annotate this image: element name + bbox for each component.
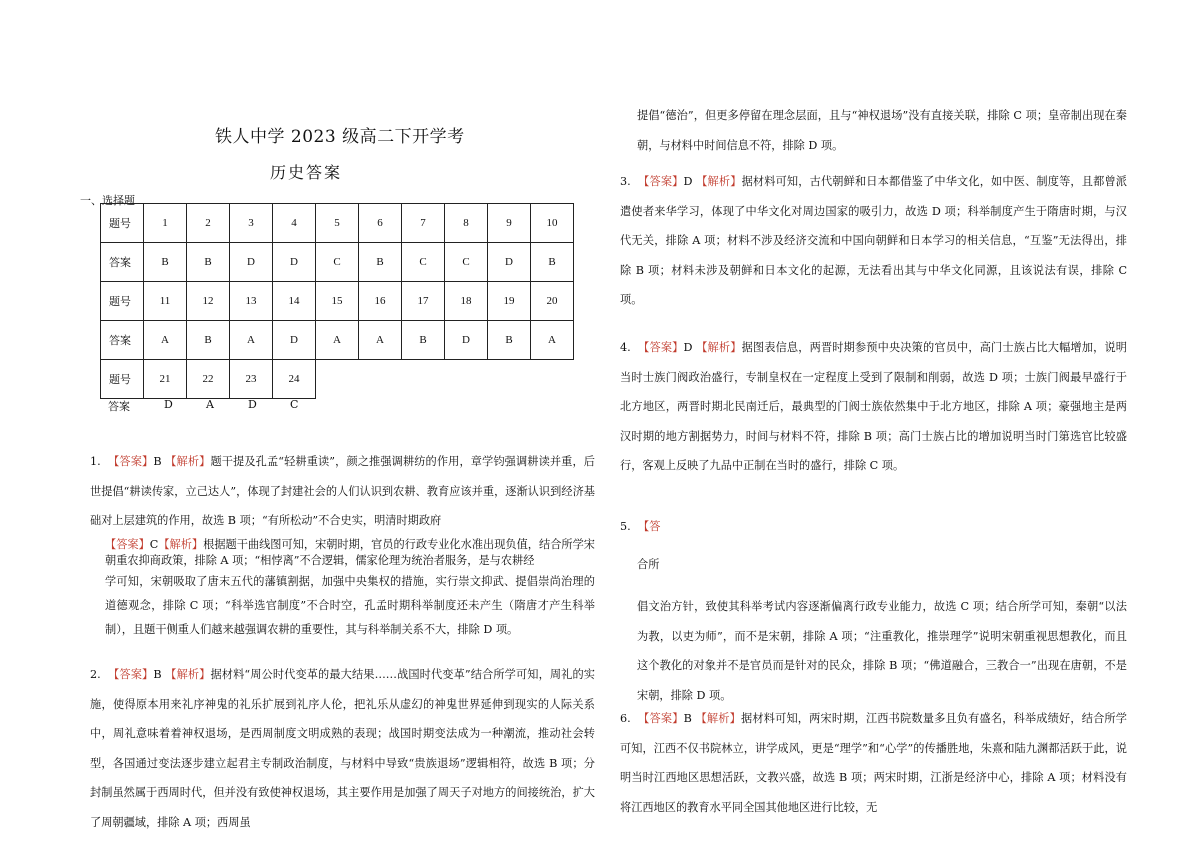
table-cell: 答案 bbox=[101, 243, 144, 282]
analysis-tag: 【解析】 bbox=[158, 538, 204, 551]
table-cell: 20 bbox=[531, 282, 574, 321]
answer-text: 据图表信息，两晋时期参预中央决策的官员中，高门士族占比大幅增加，说明当时士族门阀政治盛行，专制皇权在一定程度上受到了限制和削弱，故选 D 项；士族门阀最早盛行于北方地区，两晋时期北民南迁后，最典型的门阀士族依然集中于北方地区，排除 A 项；豪强地主是两汉时期的地方割据势力，时间与材料不符，排除 B 项；高门士族占比的增加说明当时门第选官比较盛行，客观上反映了九品中正制在当时的盛行，排除 C 项。 bbox=[620, 341, 1127, 472]
table-cell: 题号 bbox=[101, 360, 144, 399]
answer-2-cont: 提倡“德治”，但更多停留在理念层面，且与“神权退场”没有直接关联，排除 C 项；皇帝制出现在秦朝，与材料中时间信息不符，排除 D 项。 bbox=[637, 109, 1127, 152]
table-cell: D bbox=[273, 321, 316, 360]
table-cell: D bbox=[445, 321, 488, 360]
table-cell: 5 bbox=[316, 204, 359, 243]
table-cell: 7 bbox=[402, 204, 445, 243]
answer-text: 据材料可知，两宋时期，江西书院数量多且负有盛名，科举成绩好，结合所学可知，江西不仅书院林立，讲学成风，更是“理学”和“心学”的传播胜地，朱熹和陆九渊都活跃于此，说明当时江西地区思想活跃，文教兴盛，故选 B 项；两宋时期，江浙是经济中心，排除 A 项；材料没有将江西地区的教育水平同全国其他地区进行比较，无 bbox=[620, 712, 1127, 814]
answer-number: 2. bbox=[90, 668, 101, 681]
table-cell: C bbox=[290, 398, 299, 411]
answer-5 bbox=[620, 512, 1127, 542]
answer-tag: 【答案】 bbox=[638, 341, 684, 354]
answer-5-text: 倡文治方针，致使其科举考试内容逐渐偏离行政专业能力，故选 C 项；结合所学可知，秦朝“以法为教，以吏为师”，而不是宋朝，排除 A 项；“注重教化，推崇理学”说明宋朝重视思想教化，而且这个教化的对象并不是官员而是针对的民众，排除 B 项；“佛道融合，三教合一”出现在唐朝，不是宋朝，排除 D 项。 bbox=[637, 600, 1127, 702]
answer-letter: D bbox=[683, 341, 693, 354]
table-cell: 17 bbox=[402, 282, 445, 321]
table-cell: D bbox=[164, 398, 173, 411]
answer-number: 1. bbox=[90, 455, 101, 468]
answer-number: 4. bbox=[620, 341, 631, 354]
answer-text: 据材料可知，古代朝鲜和日本都借鉴了中华文化，如中医、制度等，且都曾派遣使者来华学习，体现了中华文化对周边国家的吸引力，故选 D 项；科举制度产生于隋唐时期，与汉代无关，排除 A 项；材料不涉及经济交流和中国向朝鲜和日本学习的相关信息，“互鉴”无法得出，排除 B 项；材料未涉及朝鲜和日本文化的起源，无法看出其与中华文化同源，且该说法有误，排除 C 项。 bbox=[620, 175, 1127, 306]
table-cell: C bbox=[445, 243, 488, 282]
table-cell: 12 bbox=[187, 282, 230, 321]
table-cell: 答案 bbox=[101, 321, 144, 360]
table-cell: 答案 bbox=[108, 400, 130, 413]
table-cell: B bbox=[187, 321, 230, 360]
table-cell: D bbox=[273, 243, 316, 282]
table-cell: C bbox=[402, 243, 445, 282]
table-cell: 8 bbox=[445, 204, 488, 243]
answer-1-overlap bbox=[105, 537, 595, 569]
table-cell: 14 bbox=[273, 282, 316, 321]
table-cell: 16 bbox=[359, 282, 402, 321]
table-cell: D bbox=[488, 243, 531, 282]
table-row-q1 bbox=[101, 204, 574, 243]
table-cell: B bbox=[402, 321, 445, 360]
table-cell: B bbox=[531, 243, 574, 282]
table-row-q2 bbox=[101, 282, 574, 321]
table-cell: 2 bbox=[187, 204, 230, 243]
analysis-tag: 【解析】 bbox=[696, 341, 742, 354]
table-cell: 题号 bbox=[101, 282, 144, 321]
table-row-a3 bbox=[108, 398, 332, 414]
answer-1 bbox=[90, 447, 595, 536]
answer-number: 5. bbox=[620, 520, 631, 533]
table-cell: 3 bbox=[230, 204, 273, 243]
table-cell: 19 bbox=[488, 282, 531, 321]
answer-number: 6. bbox=[620, 712, 631, 725]
table-row-q3 bbox=[101, 360, 574, 399]
answer-tag: 【答案】 bbox=[108, 455, 154, 468]
answer-letter: B bbox=[153, 668, 162, 681]
table-cell: B bbox=[488, 321, 531, 360]
answer-6 bbox=[620, 704, 1127, 822]
table-cell: 13 bbox=[230, 282, 273, 321]
table-cell: 18 bbox=[445, 282, 488, 321]
table-cell: B bbox=[359, 243, 402, 282]
table-cell: 6 bbox=[359, 204, 402, 243]
table-cell: 9 bbox=[488, 204, 531, 243]
answer-tag: 【答案】 bbox=[108, 668, 154, 681]
table-cell: D bbox=[248, 398, 257, 411]
section-heading: 一、选择题 bbox=[80, 194, 135, 207]
table-cell: B bbox=[187, 243, 230, 282]
answer-text: 根据题干曲线图可知，宋朝时期，官员的行政专业化水准出现负值，结合所学宋朝重农抑商政策，排除 A 项；“相悖离”不合逻辑，儒家伦理为统治者服务，是与农耕经 bbox=[105, 538, 595, 567]
table-cell: 11 bbox=[144, 282, 187, 321]
answer-number: 3. bbox=[620, 175, 631, 188]
page-title: 铁人中学 2023 级高二下开学考 bbox=[215, 127, 465, 147]
answer-3 bbox=[620, 167, 1127, 315]
answer-letter: C bbox=[149, 538, 159, 551]
table-cell: 10 bbox=[531, 204, 574, 243]
answer-text: 题干提及孔孟“轻耕重读”，颜之推强调耕纺的作用，章学钧强调耕读并重，后世提倡“耕读传家，立己达人”，体现了封建社会的人们认识到农耕、教育应该并重，逐渐认识到经济基础对上层建筑的作用，故选 B 项；“有所松动”不合史实，明清时期政府 bbox=[90, 455, 595, 527]
analysis-tag: 【解析】 bbox=[165, 668, 211, 681]
table-cell: 题号 bbox=[101, 204, 144, 243]
table-cell: D bbox=[230, 243, 273, 282]
answer-tag: 【答案】 bbox=[638, 175, 684, 188]
analysis-tag: 【解析】 bbox=[696, 175, 742, 188]
table-cell: A bbox=[144, 321, 187, 360]
table-cell: 24 bbox=[273, 360, 316, 399]
answer-4 bbox=[620, 333, 1127, 481]
table-cell: 23 bbox=[230, 360, 273, 399]
table-cell: A bbox=[531, 321, 574, 360]
table-cell: B bbox=[144, 243, 187, 282]
analysis-tag: 【解析】 bbox=[695, 712, 742, 725]
answer-tag: 【答案】 bbox=[105, 538, 150, 551]
answer-letter: B bbox=[153, 455, 162, 468]
table-cell: 1 bbox=[144, 204, 187, 243]
table-cell: 15 bbox=[316, 282, 359, 321]
answer-letter: D bbox=[683, 175, 693, 188]
table-cell: A bbox=[230, 321, 273, 360]
answer-1-cont: 学可知，宋朝吸取了唐末五代的藩镇割据，加强中央集权的措施，实行崇文抑武、提倡崇尚治理的道德观念，排除 C 项；“科举选官制度”不合时空，孔孟时期科举制度还未产生（隋唐才产生科举制），且题干侧重人们越来越强调农耕的重要性，其与科举制关系不大，排除 D 项。 bbox=[105, 575, 595, 636]
page-subtitle: 历史答案 bbox=[270, 163, 343, 182]
answer-5-fragment: 合所 bbox=[637, 558, 660, 571]
table-cell: A bbox=[316, 321, 359, 360]
table-cell: C bbox=[316, 243, 359, 282]
answer-2 bbox=[90, 660, 595, 837]
table-cell: A bbox=[359, 321, 402, 360]
table-row-a2 bbox=[101, 321, 574, 360]
table-cell: 21 bbox=[144, 360, 187, 399]
answer-tag: 【答 bbox=[638, 520, 661, 533]
analysis-tag: 【解析】 bbox=[165, 455, 211, 468]
answer-letter: B bbox=[683, 712, 692, 725]
table-cell: 4 bbox=[273, 204, 316, 243]
answer-table bbox=[100, 203, 574, 399]
answer-tag: 【答案】 bbox=[638, 712, 684, 725]
table-cell: A bbox=[206, 398, 214, 411]
table-cell: 22 bbox=[187, 360, 230, 399]
answer-text: 据材料“周公时代变革的最大结果……战国时代变革”结合所学可知，周礼的实施，使得原本用来礼序神鬼的礼乐扩展到礼序人伦，把礼乐从虚幻的神鬼世界延伸到现实的人际关系中，周礼意味着着神权退场，是西周制度文明成熟的表现；战国时期变法成为一种潮流，推动社会转型，各国通过变法逐步建立起君主专制政治制度，与材料中导致“贵族退场”逻辑相符，故选 B 项；分封制虽然属于西周时代，但并没有致使神权退场，其主要作用是加强了周天子对地方的间接统治，扩大了周朝疆域，排除 A 项；西周虽 bbox=[90, 668, 595, 829]
table-row-a1 bbox=[101, 243, 574, 282]
